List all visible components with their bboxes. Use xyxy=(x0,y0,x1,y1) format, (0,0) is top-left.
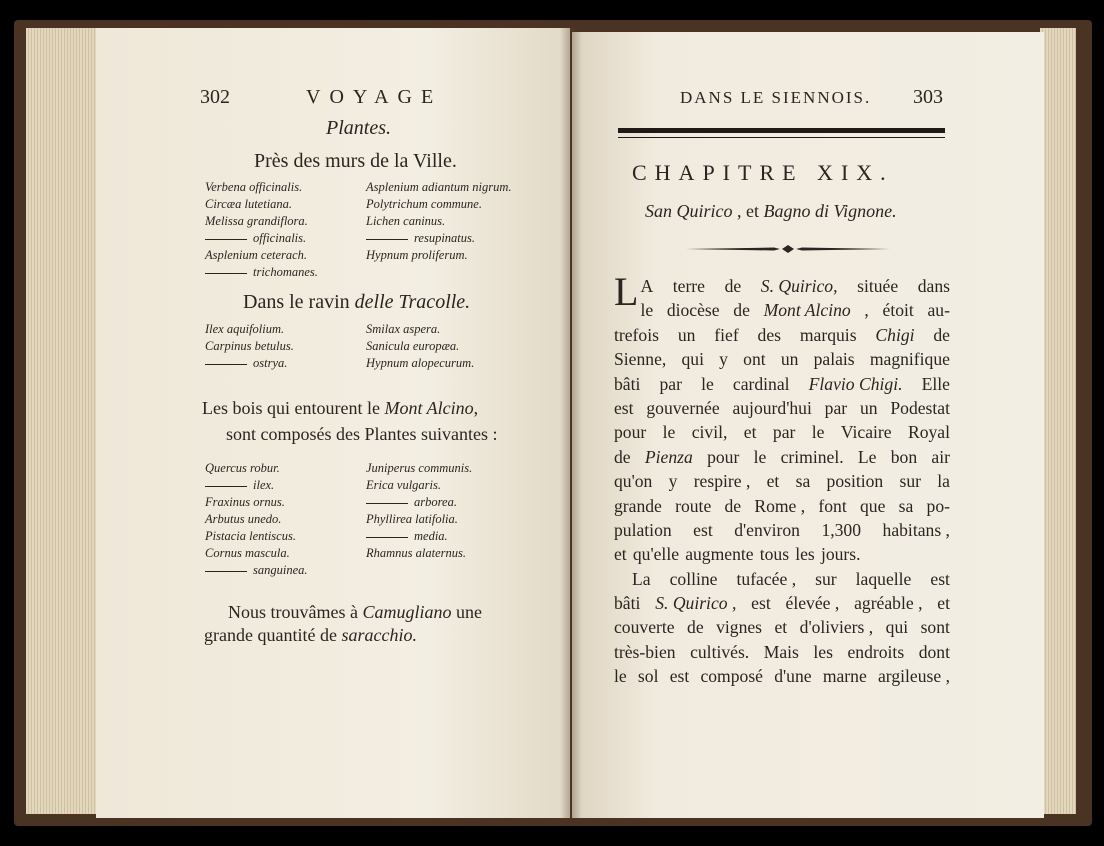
plant-entry: Asplenium ceterach. xyxy=(205,248,308,262)
chapter-rule-thick xyxy=(618,128,945,133)
plant-entry: Verbena officinalis. xyxy=(205,180,303,194)
section2-col2 xyxy=(366,321,474,372)
body-line: et qu'elle augmente tous les jours. xyxy=(614,544,861,565)
section2-title: Dans le ravin delle Tracolle. xyxy=(243,291,471,313)
section3-title-line1: Les bois qui entourent le Mont Alcino, xyxy=(202,398,479,418)
ditto-dash xyxy=(366,503,408,504)
ditto-dash xyxy=(205,364,247,365)
body-line: de Pienza pour le criminel. Le bon air xyxy=(614,446,950,467)
plant-entry: Phyllirea latifolia. xyxy=(366,512,458,526)
body-lines xyxy=(614,269,950,689)
ditto-dash xyxy=(205,486,247,487)
plant-entry: trichomanes. xyxy=(205,264,318,281)
plant-entry: sanguinea. xyxy=(205,562,308,579)
plant-entry: Smilax aspera. xyxy=(366,322,441,336)
plant-entry: Hypnum alopecurum. xyxy=(366,356,475,370)
ditto-dash xyxy=(366,239,408,240)
ditto-dash xyxy=(205,571,247,572)
ditto-dash xyxy=(366,537,408,538)
plant-entry: resupinatus. xyxy=(366,230,511,247)
page-edges-left xyxy=(26,28,106,814)
plant-entry: Hypnum proliferum. xyxy=(366,248,468,262)
body-line: qu'on y respire , et sa position sur la xyxy=(614,471,950,492)
plant-entry: Lichen caninus. xyxy=(366,214,446,228)
section3-col2 xyxy=(366,460,472,562)
plant-entry: Erica vulgaris. xyxy=(366,478,441,492)
page-edges-right xyxy=(1040,28,1076,814)
ditto-dash xyxy=(205,239,247,240)
left-running-head: VOYAGE xyxy=(306,86,443,108)
plant-entry: ostrya. xyxy=(205,355,294,372)
plant-entry: Asplenium adiantum nigrum. xyxy=(366,180,512,194)
plant-entry: Carpinus betulus. xyxy=(205,339,294,353)
plant-entry: Cornus mascula. xyxy=(205,546,290,560)
body-line: est gouvernée aujourd'hui par un Podestat xyxy=(614,397,950,418)
plant-entry: arborea. xyxy=(366,494,472,511)
section3-col1 xyxy=(205,460,308,579)
section1-col1 xyxy=(205,179,318,281)
plants-heading: Plantes. xyxy=(326,117,391,139)
body-line: pulation est d'environ 1,300 habitans , xyxy=(614,519,950,540)
plant-entry: ilex. xyxy=(205,477,308,494)
plant-entry: Fraxinus ornus. xyxy=(205,495,285,509)
chapter-body xyxy=(614,269,950,689)
chapter-ornament xyxy=(682,244,894,254)
body-line: trefois un fief des marquis Chigi de xyxy=(614,324,950,345)
section1-col2 xyxy=(366,179,511,264)
plant-entry: media. xyxy=(366,528,472,545)
plant-entry: Quercus robur. xyxy=(205,461,280,475)
section1-title: Près des murs de la Ville. xyxy=(254,150,457,172)
ditto-dash xyxy=(205,273,247,274)
body-line: bâti par le cardinal Flavio Chigi. Elle xyxy=(614,373,950,394)
body-line: La colline tufacée , sur laquelle est xyxy=(632,568,950,589)
right-page-number: 303 xyxy=(913,86,943,108)
plant-entry: Rhamnus alaternus. xyxy=(366,546,466,560)
closing-line2: grande quantité de saracchio. xyxy=(204,625,417,645)
drop-cap: L xyxy=(614,269,639,314)
plant-entry: Ilex aquifolium. xyxy=(205,322,285,336)
body-line: pour le civil, et par le Vicaire Royal xyxy=(614,422,950,443)
plant-entry: Melissa grandiflora. xyxy=(205,214,308,228)
plant-entry: Sanicula europæa. xyxy=(366,339,460,353)
plant-entry: Arbutus unedo. xyxy=(205,512,282,526)
plant-entry: Pistacia lentiscus. xyxy=(205,529,296,543)
book-gutter xyxy=(560,28,582,818)
body-line: le diocèse de Mont Alcino , étoit au- xyxy=(640,300,950,321)
left-page-number: 302 xyxy=(200,86,230,108)
body-line: le sol est composé d'une marne argileuse , xyxy=(614,666,950,687)
body-line: très-bien cultivés. Mais les endroits dont xyxy=(614,641,950,662)
body-line: couverte de vignes et d'oliviers , qui sont xyxy=(614,617,950,638)
chapter-subtitle: San Quirico , et Bagno di Vignone. xyxy=(645,201,897,221)
chapter-title: CHAPITRE XIX. xyxy=(632,160,894,185)
plant-entry: Juniperus communis. xyxy=(366,461,473,475)
plant-entry: officinalis. xyxy=(205,230,318,247)
body-line: Sienne, qui y ont un palais magnifique xyxy=(614,349,950,370)
right-running-head: DANS LE SIENNOIS. xyxy=(680,88,872,107)
chapter-rule-thin xyxy=(618,137,945,138)
closing-line1: Nous trouvâmes à Camugliano une xyxy=(228,602,482,622)
body-line: bâti S. Quirico , est élevée , agréable , et xyxy=(614,593,950,614)
plant-entry: Polytrichum commune. xyxy=(366,197,482,211)
body-line: grande route de Rome , font que sa po- xyxy=(614,495,950,516)
section2-col1 xyxy=(205,321,294,372)
left-page xyxy=(96,28,570,818)
plant-entry: Circæa lutetiana. xyxy=(205,197,293,211)
section3-title-line2: sont composés des Plantes suivantes : xyxy=(226,424,498,444)
body-line: A terre de S. Quirico, située dans xyxy=(640,276,950,296)
